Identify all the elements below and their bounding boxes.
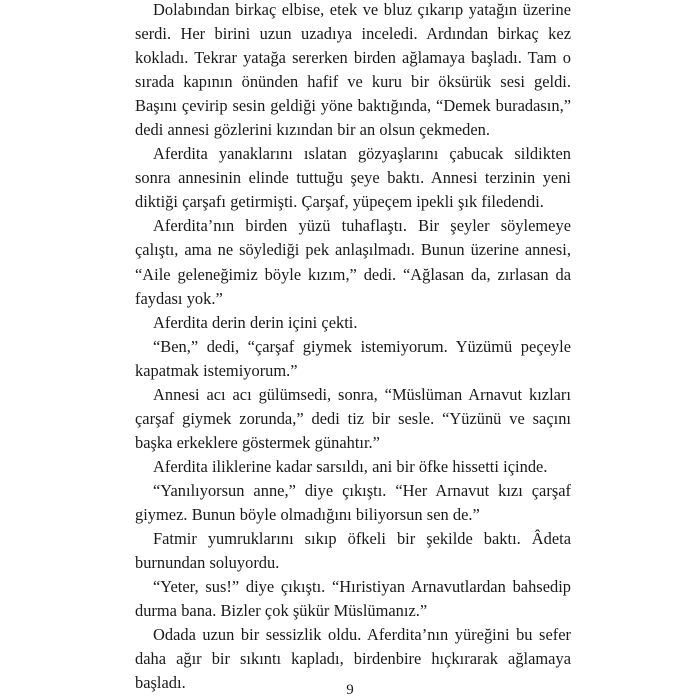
paragraph: Dolabından birkaç elbise, etek ve bluz çıkarıp yatağın üzerine serdi. Her birini uzun uzadıya inceledi. Ardından birkaç kez kokladı. Tekrar yatağa sererken birden ağlamaya başladı. Tam o sırada kapının önünden hafif ve kuru bir öksürük sesi geldi. Başını çevirip sesin geldiği yöne baktığında, “Demek buradasın,” dedi annesi gözlerini kızından bir an olsun çekmeden.: [135, 0, 571, 140]
paragraph: Aferdita yanaklarını ıslatan gözyaşlarını çabucak sildikten sonra annesinin elinde tuttuğu şeye baktı. Annesi terzinin yeni diktiği çarşafı getirmişti. Çarşaf, yüpeçem ipekli şık filedendi.: [135, 144, 571, 212]
paragraph: “Ben,” dedi, “çarşaf giymek istemiyorum. Yüzümü peçeyle kapatmak istemiyorum.”: [135, 336, 571, 380]
paragraph: Odada uzun bir sessizlik oldu. Aferdita’nın yüreğini bu sefer daha ağır bir sıkıntı kapladı, birdenbire hıçkırarak ağlamaya başladı.: [135, 625, 571, 693]
paragraph: “Yanılıyorsun anne,” diye çıkıştı. “Her Arnavut kızı çarşaf giymez. Bunun böyle olmadığını biliyorsun sen de.”: [135, 480, 571, 524]
paragraph: Aferdita’nın birden yüzü tuhaflaştı. Bir şeyler söylemeye çalıştı, ama ne söylediği pek anlaşılmadı. Bunun üzerine annesi, “Aile geleneğimiz böyle kızım,” dedi. “Ağlasan da, zırlasan da faydası yok.”: [135, 216, 571, 308]
paragraph: Annesi acı acı gülümsedi, sonra, “Müslüman Arnavut kızları çarşaf giymek zorunda,” dedi tiz bir sesle. “Yüzünü ve saçını başka erkeklere göstermek günahtır.”: [135, 384, 571, 452]
paragraph: Fatmir yumruklarını sıkıp öfkeli bir şekilde baktı. Âdeta burnundan soluyordu.: [135, 529, 571, 573]
page-number: 9: [346, 682, 354, 698]
paragraph: Aferdita derin derin içini çekti.: [153, 312, 358, 332]
paragraph: Aferdita iliklerine kadar sarsıldı, ani bir öfke hissetti içinde.: [153, 456, 548, 476]
body-text-column: [135, 0, 571, 695]
paragraph: “Yeter, sus!” diye çıkıştı. “Hıristiyan Arnavutlardan bahsedip durma bana. Bizler çok şükür Müslümanız.”: [135, 577, 571, 621]
